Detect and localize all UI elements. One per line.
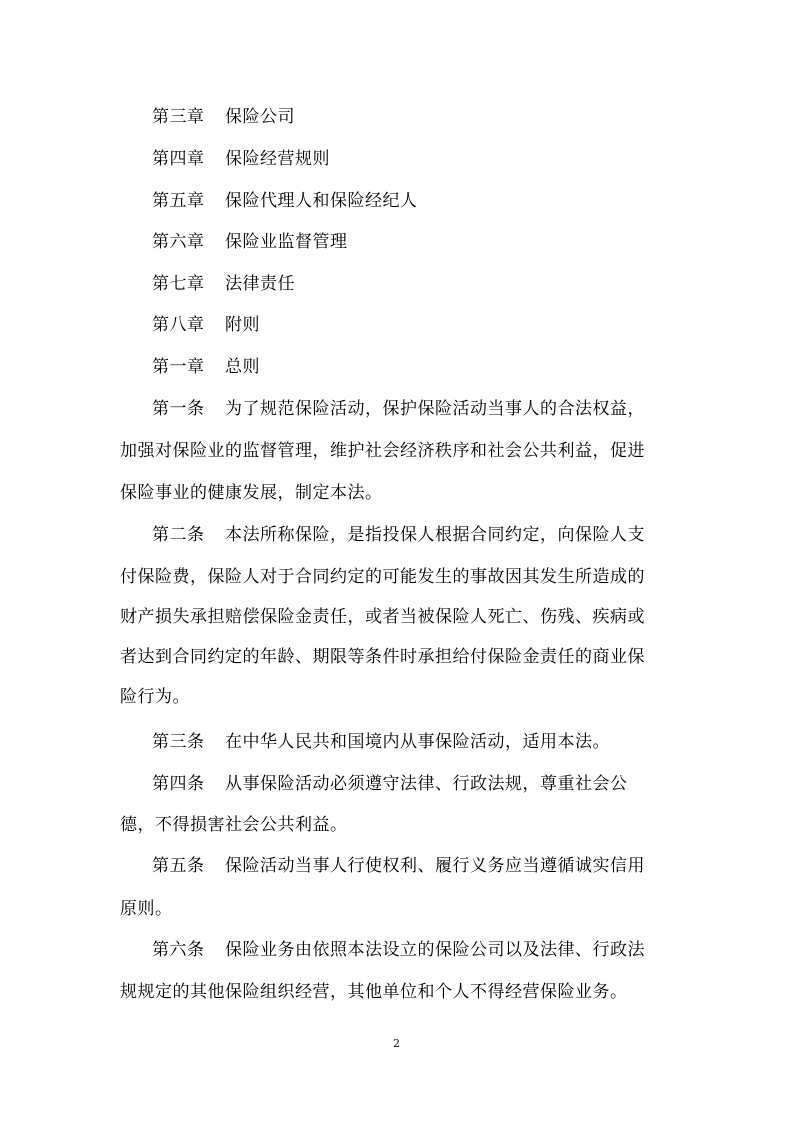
chapter-title: 总则 [225, 357, 260, 377]
article-4-line-1 [152, 773, 712, 795]
article-number: 第五条 [152, 856, 205, 876]
article-number: 第四条 [152, 774, 205, 794]
article-number: 第三条 [152, 732, 205, 752]
article-2-line-3: 财产损失承担赔偿保险金责任，或者当被保险人死亡、伤残、疾病或 [120, 607, 645, 627]
toc-entry-chapter-7 [152, 273, 712, 295]
toc-chapter-number: 第七章 [152, 274, 205, 294]
toc-entry-chapter-5 [152, 190, 712, 212]
chapter-number: 第一章 [152, 357, 205, 377]
toc-entry-chapter-8 [152, 314, 712, 336]
article-1-line-2: 加强对保险业的监督管理，维护社会经济秩序和社会公共利益，促进 [120, 441, 645, 461]
article-text: 在中华人民共和国境内从事保险活动，适用本法。 [225, 732, 610, 752]
article-number: 第一条 [152, 399, 205, 419]
article-text: 为了规范保险活动，保护保险活动当事人的合法权益， [225, 399, 645, 419]
toc-chapter-number: 第五章 [152, 191, 205, 211]
article-2-line-4: 者达到合同约定的年龄、期限等条件时承担给付保险金责任的商业保 [120, 647, 645, 667]
article-1-line-1 [152, 398, 712, 420]
toc-entry-chapter-3 [152, 106, 712, 128]
article-5-line-1 [152, 855, 712, 877]
article-text: 保险活动当事人行使权利、履行义务应当遵循诚实信用 [225, 856, 645, 876]
page-number: 2 [393, 1037, 400, 1050]
article-6-line-2: 规规定的其他保险组织经营，其他单位和个人不得经营保险业务。 [120, 982, 628, 1002]
article-3-line-1 [152, 731, 712, 753]
article-4-line-2: 德，不得损害社会公共利益。 [120, 815, 348, 835]
toc-chapter-title: 保险业监督管理 [225, 232, 348, 252]
article-number: 第六条 [152, 940, 205, 960]
toc-chapter-title: 附则 [225, 315, 260, 335]
article-1-line-3: 保险事业的健康发展，制定本法。 [120, 483, 383, 503]
toc-chapter-title: 保险经营规则 [225, 149, 330, 169]
article-2-line-1 [152, 524, 712, 546]
toc-chapter-title: 保险代理人和保险经纪人 [225, 191, 418, 211]
toc-entry-chapter-4 [152, 148, 712, 170]
toc-chapter-number: 第三章 [152, 107, 205, 127]
toc-chapter-number: 第八章 [152, 315, 205, 335]
article-2-line-5: 险行为。 [120, 687, 190, 707]
article-2-line-2: 付保险费，保险人对于合同约定的可能发生的事故因其发生所造成的 [120, 567, 645, 587]
article-number: 第二条 [152, 525, 205, 545]
toc-chapter-title: 保险公司 [225, 107, 295, 127]
article-6-line-1 [152, 939, 712, 961]
article-text: 保险业务由依照本法设立的保险公司以及法律、行政法 [225, 940, 645, 960]
article-text: 从事保险活动必须遵守法律、行政法规，尊重社会公 [225, 774, 628, 794]
article-text: 本法所称保险，是指投保人根据合同约定，向保险人支 [225, 525, 645, 545]
toc-chapter-number: 第四章 [152, 149, 205, 169]
chapter-heading [152, 356, 712, 378]
article-5-line-2: 原则。 [120, 899, 173, 919]
toc-entry-chapter-6 [152, 231, 712, 253]
toc-chapter-title: 法律责任 [225, 274, 295, 294]
toc-chapter-number: 第六章 [152, 232, 205, 252]
